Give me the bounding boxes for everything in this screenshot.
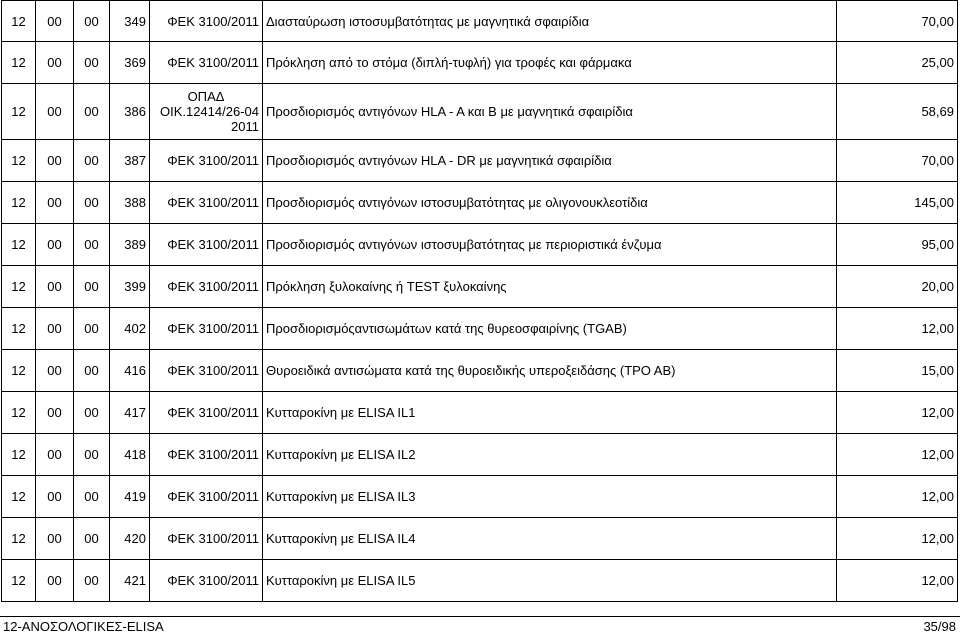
column-a-cell: 12: [2, 434, 36, 476]
table-row: [2, 392, 958, 434]
column-c-cell: 00: [74, 42, 110, 84]
column-b-cell: 00: [36, 224, 74, 266]
column-c-cell: 00: [74, 434, 110, 476]
description-cell: Προσδιορισμόςαντισωμάτων κατά της θυρεοσφαιρίνης (TGAB): [263, 308, 837, 350]
column-b-cell: 00: [36, 518, 74, 560]
column-c-cell: 00: [74, 476, 110, 518]
table-row: [2, 224, 958, 266]
price-cell: 15,00: [837, 350, 958, 392]
exam-code-cell: 420: [110, 518, 150, 560]
reference-cell: ΦΕΚ 3100/2011: [150, 140, 263, 182]
column-c-cell: 00: [74, 308, 110, 350]
price-cell: 12,00: [837, 476, 958, 518]
price-cell: 70,00: [837, 140, 958, 182]
column-a-cell: 12: [2, 350, 36, 392]
table-row: [2, 182, 958, 224]
reference-cell: ΦΕΚ 3100/2011: [150, 308, 263, 350]
reference-cell: ΦΕΚ 3100/2011: [150, 350, 263, 392]
column-c-cell: 00: [74, 392, 110, 434]
column-a-cell: 12: [2, 84, 36, 140]
column-c-cell: 00: [74, 140, 110, 182]
reference-cell: [150, 84, 263, 140]
column-c-cell: 00: [74, 224, 110, 266]
price-cell: 95,00: [837, 224, 958, 266]
column-c-cell: 00: [74, 182, 110, 224]
reference-line: 2011: [231, 119, 259, 134]
table-row: [2, 518, 958, 560]
exam-code-cell: 369: [110, 42, 150, 84]
column-c-cell: 00: [74, 518, 110, 560]
description-cell: Προσδιορισμός αντιγόνων ιστοσυμβατότητας με ολιγονουκλεοτίδια: [263, 182, 837, 224]
table-row: [2, 560, 958, 602]
price-cell: 12,00: [837, 560, 958, 602]
price-cell: 70,00: [837, 1, 958, 42]
table-row: [2, 266, 958, 308]
price-cell: 12,00: [837, 392, 958, 434]
reference-line: ΟΠΑΔ: [187, 89, 225, 104]
reference-cell: ΦΕΚ 3100/2011: [150, 434, 263, 476]
column-a-cell: 12: [2, 308, 36, 350]
exam-code-cell: 419: [110, 476, 150, 518]
reference-cell: ΦΕΚ 3100/2011: [150, 224, 263, 266]
price-cell: 12,00: [837, 518, 958, 560]
description-cell: Διασταύρωση ιστοσυμβατότητας με μαγνητικά σφαιρίδια: [263, 1, 837, 42]
column-c-cell: 00: [74, 266, 110, 308]
exam-code-cell: 418: [110, 434, 150, 476]
column-b-cell: 00: [36, 350, 74, 392]
column-b-cell: 00: [36, 560, 74, 602]
table-row: [2, 434, 958, 476]
column-b-cell: 00: [36, 392, 74, 434]
description-cell: Κυτταροκίνη με ELISA IL4: [263, 518, 837, 560]
exam-code-cell: 416: [110, 350, 150, 392]
column-b-cell: 00: [36, 434, 74, 476]
description-cell: Πρόκληση ξυλοκαίνης ή TEST ξυλοκαίνης: [263, 266, 837, 308]
column-a-cell: 12: [2, 476, 36, 518]
column-a-cell: 12: [2, 182, 36, 224]
exam-code-cell: 386: [110, 84, 150, 140]
table-row: [2, 350, 958, 392]
column-c-cell: 00: [74, 84, 110, 140]
exam-code-cell: 402: [110, 308, 150, 350]
column-c-cell: 00: [74, 350, 110, 392]
column-b-cell: 00: [36, 476, 74, 518]
exam-code-cell: 421: [110, 560, 150, 602]
reference-cell: ΦΕΚ 3100/2011: [150, 518, 263, 560]
description-cell: Κυτταροκίνη με ELISA IL5: [263, 560, 837, 602]
price-cell: 58,69: [837, 84, 958, 140]
column-b-cell: 00: [36, 84, 74, 140]
column-a-cell: 12: [2, 140, 36, 182]
price-cell: 20,00: [837, 266, 958, 308]
column-a-cell: 12: [2, 1, 36, 42]
reference-cell: ΦΕΚ 3100/2011: [150, 476, 263, 518]
exam-code-cell: 399: [110, 266, 150, 308]
exam-code-cell: 388: [110, 182, 150, 224]
exam-code-cell: 349: [110, 1, 150, 42]
column-a-cell: 12: [2, 42, 36, 84]
reference-cell: ΦΕΚ 3100/2011: [150, 42, 263, 84]
reference-cell: ΦΕΚ 3100/2011: [150, 392, 263, 434]
description-cell: Κυτταροκίνη με ELISA IL3: [263, 476, 837, 518]
table-row: [2, 308, 958, 350]
column-b-cell: 00: [36, 182, 74, 224]
price-table: [1, 0, 958, 602]
table-row: [2, 84, 958, 140]
table-row: [2, 42, 958, 84]
price-cell: 25,00: [837, 42, 958, 84]
description-cell: Προσδιορισμός αντιγόνων HLA - DR με μαγνητικά σφαιρίδια: [263, 140, 837, 182]
description-cell: Πρόκληση από το στόμα (διπλή-τυφλή) για τροφές και φάρμακα: [263, 42, 837, 84]
table-row: [2, 476, 958, 518]
description-cell: Κυτταροκίνη με ELISA IL2: [263, 434, 837, 476]
exam-code-cell: 387: [110, 140, 150, 182]
column-b-cell: 00: [36, 1, 74, 42]
column-a-cell: 12: [2, 560, 36, 602]
column-a-cell: 12: [2, 518, 36, 560]
page-footer: [0, 616, 960, 637]
price-cell: 12,00: [837, 434, 958, 476]
price-table-sheet: [1, 0, 958, 602]
table-row: [2, 1, 958, 42]
column-a-cell: 12: [2, 266, 36, 308]
column-b-cell: 00: [36, 266, 74, 308]
footer-section-label: 12-ΑΝΟΣΟΛΟΓΙΚΕΣ-ELISA: [3, 619, 164, 634]
reference-cell: ΦΕΚ 3100/2011: [150, 266, 263, 308]
exam-code-cell: 389: [110, 224, 150, 266]
column-b-cell: 00: [36, 140, 74, 182]
reference-cell: ΦΕΚ 3100/2011: [150, 1, 263, 42]
exam-code-cell: 417: [110, 392, 150, 434]
column-c-cell: 00: [74, 560, 110, 602]
description-cell: Προσδιορισμός αντιγόνων ιστοσυμβατότητας με περιοριστικά ένζυμα: [263, 224, 837, 266]
table-body: [2, 1, 958, 602]
description-cell: Θυροειδικά αντισώματα κατά της θυροειδικής υπεροξειδάσης (TPO AB): [263, 350, 837, 392]
reference-line: ΟΙΚ.12414/26-04: [159, 104, 259, 119]
column-b-cell: 00: [36, 42, 74, 84]
column-a-cell: 12: [2, 224, 36, 266]
table-row: [2, 140, 958, 182]
description-cell: Προσδιορισμός αντιγόνων HLA - A και B με μαγνητικά σφαιρίδια: [263, 84, 837, 140]
column-a-cell: 12: [2, 392, 36, 434]
column-c-cell: 00: [74, 1, 110, 42]
description-cell: Κυτταροκίνη με ELISA IL1: [263, 392, 837, 434]
reference-cell: ΦΕΚ 3100/2011: [150, 560, 263, 602]
column-b-cell: 00: [36, 308, 74, 350]
price-cell: 12,00: [837, 308, 958, 350]
price-cell: 145,00: [837, 182, 958, 224]
reference-cell: ΦΕΚ 3100/2011: [150, 182, 263, 224]
footer-page-number: 35/98: [923, 619, 956, 634]
